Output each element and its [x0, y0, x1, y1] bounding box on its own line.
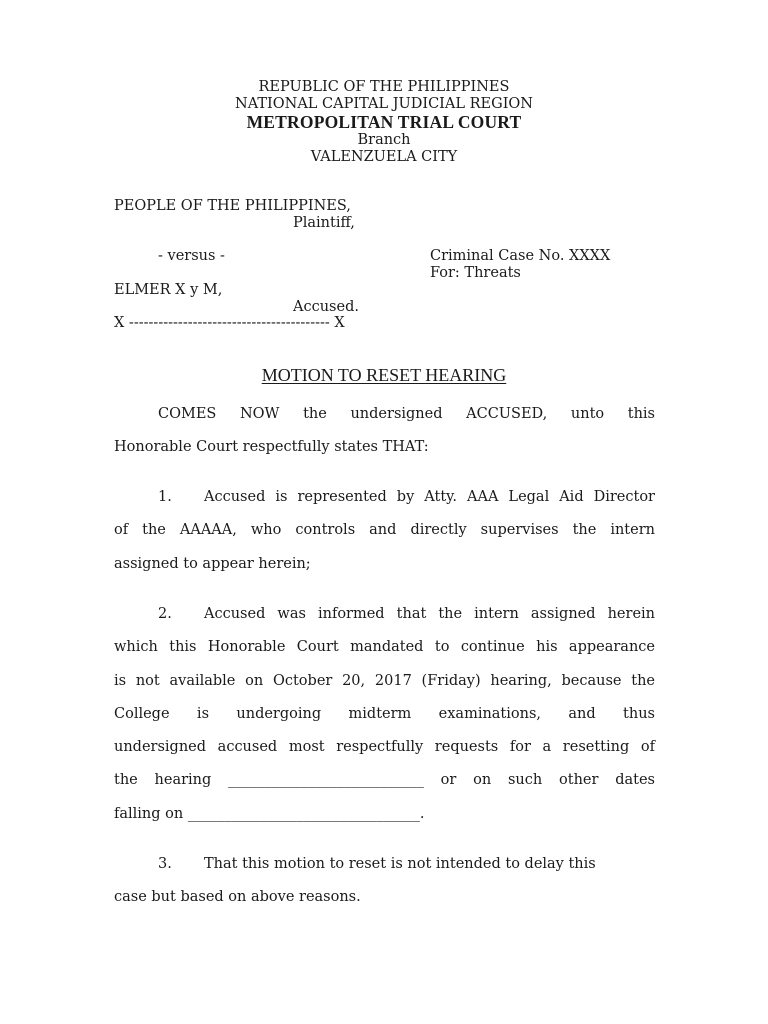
item-2-line-1: Accused was informed that the intern assigned herein: [204, 606, 655, 622]
header-republic: REPUBLIC OF THE PHILIPPINES: [258, 79, 510, 95]
header-city: VALENZUELA CITY: [310, 149, 458, 165]
item-number: 2.: [158, 606, 172, 622]
item-2-line-6: the hearing ___________________________ or on such other dates: [114, 772, 655, 789]
accused-role: Accused.: [293, 299, 359, 315]
item-line: [114, 598, 655, 631]
item-3-line-1: That this motion to reset is not intended to delay this: [204, 856, 596, 872]
item-1-paragraph: [114, 481, 655, 581]
item-2-line-4: College is undergoing midterm examinations, and thus: [114, 705, 655, 722]
intro-line: COMES NOW the undersigned ACCUSED, unto this: [158, 406, 655, 422]
plaintiff-role: Plaintiff,: [293, 215, 355, 231]
item-line: [114, 848, 655, 881]
item-2-paragraph: [114, 598, 655, 831]
document-title: MOTION TO RESET HEARING: [261, 365, 507, 385]
caption-separator: X ----------------------------------------- X: [114, 315, 345, 331]
item-1-line-3: assigned to appear herein;: [114, 555, 311, 572]
intro-paragraph: [114, 398, 655, 465]
header-branch: Branch: [357, 132, 411, 148]
item-number: 3.: [158, 856, 172, 872]
item-3-paragraph: [114, 848, 655, 915]
item-line: [114, 481, 655, 514]
item-3-line-2: case but based on above reasons.: [114, 889, 361, 906]
case-number: Criminal Case No. XXXX: [430, 248, 611, 264]
item-2-line-5: undersigned accused most respectfully requests for a resetting of: [114, 739, 655, 756]
item-2-line-3: is not available on October 20, 2017 (Friday) hearing, because the: [114, 672, 655, 689]
intro-line: Honorable Court respectfully states THAT:: [114, 439, 429, 456]
item-number: 1.: [158, 489, 172, 505]
accused-name: ELMER X y M,: [114, 282, 223, 298]
versus-label: - versus -: [158, 248, 225, 264]
item-2-line-2: which this Honorable Court mandated to continue his appearance: [114, 639, 655, 656]
item-1-line-1: Accused is represented by Atty. AAA Legal Aid Director: [204, 489, 655, 505]
header-region: NATIONAL CAPITAL JUDICIAL REGION: [235, 96, 533, 112]
header-court: METROPOLITAN TRIAL COURT: [246, 112, 522, 132]
item-2-line-7: falling on ________________________________.: [114, 805, 425, 822]
plaintiff-name: PEOPLE OF THE PHILIPPINES,: [114, 198, 351, 214]
item-1-line-2: of the AAAAA, who controls and directly supervises the intern: [114, 522, 655, 539]
case-for: For: Threats: [430, 265, 521, 281]
